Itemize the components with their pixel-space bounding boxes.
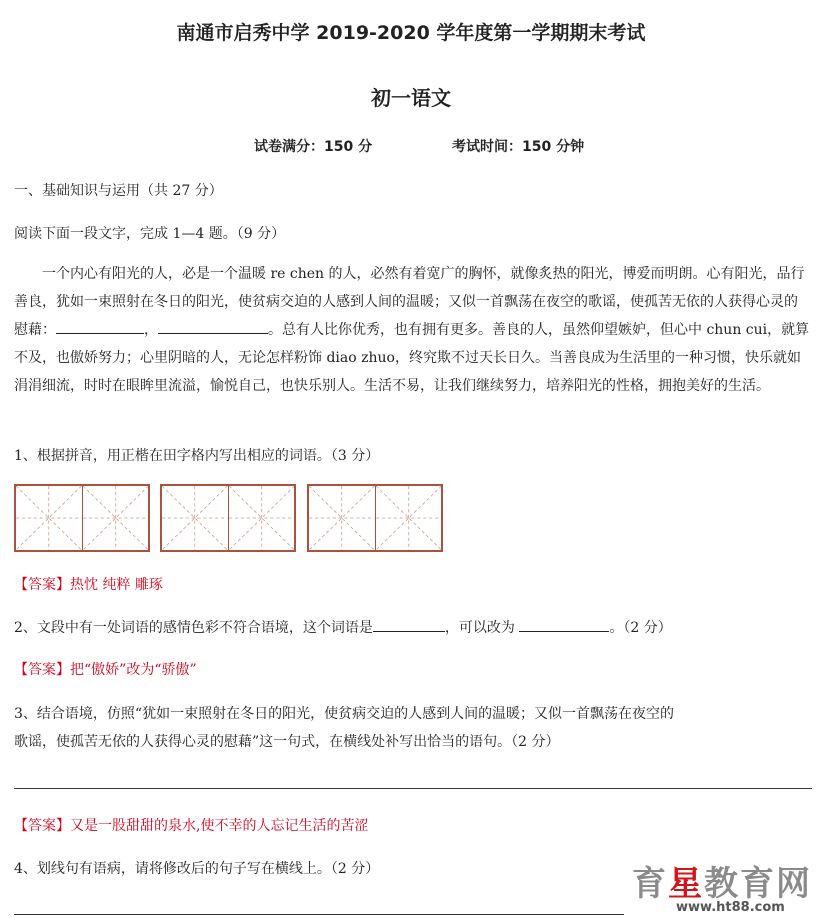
question-3-line-2: 歌谣，使孤苦无依的人获得心灵的慰藉”这一句式，在横线处补写出恰当的语句。（2 分） (14, 734, 560, 750)
answer-line-q4[interactable] (14, 914, 624, 915)
tianzige-group-3[interactable] (307, 484, 443, 552)
question-2 (14, 617, 672, 637)
tianzige-cell[interactable] (228, 486, 295, 550)
exam-time: 考试时间：150 分钟 (452, 139, 585, 155)
passage-part-a: 一个内心有阳光的人，必是一个温暖 re chen 的人，必然有着宽广的胸怀，就像炙热的阳光，博爱而明朗。心有阳光，品行善良，犹如一束照射在冬日的阳光，使贫病交迫的人感到人间的温暖；又似一首飘荡在夜空的歌谣，使孤苦无依的人获得心灵的慰藉： (14, 266, 805, 338)
site-watermark (632, 856, 812, 916)
tianzige-group-2[interactable] (160, 484, 296, 552)
passage-period: 。 (268, 322, 282, 338)
question-2-text-c: 。（2 分） (609, 620, 672, 636)
tianzige-cell[interactable] (16, 486, 82, 550)
watermark-logo (632, 856, 812, 905)
question-2-blank-2[interactable] (519, 617, 609, 632)
watermark-star-char: 星 (668, 864, 704, 904)
question-4: 4、划线句有语病，请将修改后的句子写在横线上。（2 分） (14, 861, 380, 877)
answer-q2: 【答案】把“傲娇”改为“骄傲” (14, 662, 197, 678)
question-1: 1、根据拼音，用正楷在田字格内写出相应的词语。（3 分） (14, 448, 380, 464)
reading-intro: 阅读下面一段文字，完成 1—4 题。（9 分） (14, 226, 286, 242)
reading-passage (14, 260, 810, 400)
tianzige-group-1[interactable] (14, 484, 150, 552)
question-2-text-b: ，可以改为 (444, 620, 515, 636)
watermark-char-rest: 教育网 (704, 864, 812, 904)
answer-q3: 【答案】又是一股甜甜的泉水,使不幸的人忘记生活的苦涩 (14, 818, 369, 834)
answer-line-q3[interactable] (14, 788, 812, 789)
passage-blank-1[interactable] (56, 319, 144, 334)
tianzige-cell[interactable] (309, 486, 375, 550)
watermark-url: www.ht88.com (676, 900, 785, 915)
tianzige-cell[interactable] (375, 486, 442, 550)
passage-part-b: 总有人比你优秀，也有拥有更多。善良的人，虽然仰望嫉妒，但心中 chun cui，就算不及，也傲娇努力；心里阴暗的人，无论怎样粉饰 diao zhuo，终究欺不过天长日久。当善良成为生活里的一种习惯，快乐就如涓涓细流，时时在眼眸里流溢，愉悦自己，也快乐别人。生活不易，让我们继续努力，培养阳光的性格，拥抱美好的生活。 (14, 322, 810, 394)
passage-separator: ， (144, 322, 158, 338)
watermark-char-1: 育 (632, 864, 668, 904)
subject-title: 初一语文 (371, 86, 451, 110)
full-score: 试卷满分：150 分 (254, 139, 373, 155)
section-heading: 一、基础知识与运用（共 27 分） (14, 183, 223, 199)
question-2-text-a: 2、文段中有一处词语的感情色彩不符合语境，这个词语是 (14, 620, 373, 636)
question-3-line-1: 3、结合语境，仿照“犹如一束照射在冬日的阳光，使贫病交迫的人感到人间的温暖；又似一首飘荡在夜空的 (14, 706, 675, 722)
answer-q1: 【答案】热忱 纯粹 雕琢 (14, 577, 163, 593)
tianzige-cell[interactable] (82, 486, 149, 550)
exam-title: 南通市启秀中学 2019-2020 学年度第一学期期末考试 (176, 22, 646, 44)
tianzige-cell[interactable] (162, 486, 228, 550)
question-2-blank-1[interactable] (373, 617, 445, 632)
passage-blank-2[interactable] (158, 319, 268, 334)
